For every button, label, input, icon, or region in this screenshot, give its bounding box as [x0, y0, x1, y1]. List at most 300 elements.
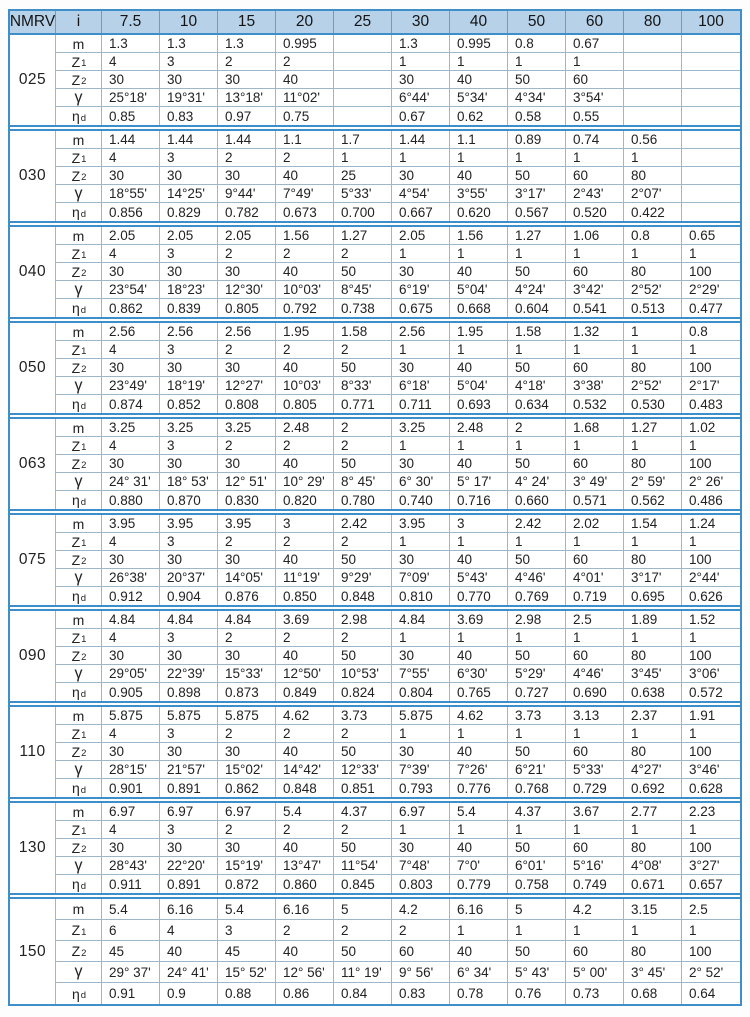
value-063-m-i50: 2	[508, 419, 566, 437]
value-130-z1-i7.5: 4	[102, 821, 160, 839]
value-130-m-i100: 2.23	[682, 803, 740, 821]
value-090-gamma-i30: 7°55'	[392, 665, 450, 683]
value-090-eta-i50: 0.727	[508, 683, 566, 701]
value-150-m-i7.5: 5.4	[102, 899, 160, 920]
value-110-z2-i25: 50	[334, 743, 392, 761]
value-063-m-i15: 3.25	[218, 419, 276, 437]
model-group-130	[10, 803, 740, 893]
value-150-gamma-i30: 9° 56'	[392, 962, 450, 983]
value-050-z2-i30: 30	[392, 359, 450, 377]
value-110-z1-i30: 1	[392, 725, 450, 743]
value-063-z2-i15: 30	[218, 455, 276, 473]
value-090-z1-i20: 2	[276, 629, 334, 647]
value-025-gamma-i10: 19°31'	[160, 89, 218, 107]
row-label-gamma: γ	[56, 89, 102, 107]
value-150-z2-i80: 80	[624, 941, 682, 962]
value-130-m-i30: 6.97	[392, 803, 450, 821]
value-063-gamma-i100: 2° 26'	[682, 473, 740, 491]
value-110-m-i15: 5.875	[218, 707, 276, 725]
model-group-050	[10, 323, 740, 413]
model-number: 040	[10, 227, 56, 317]
value-090-gamma-i20: 12°50'	[276, 665, 334, 683]
value-090-eta-i100: 0.572	[689, 684, 723, 700]
value-063-z1-i15: 2	[218, 437, 276, 455]
value-050-eta-i50: 0.634	[508, 395, 566, 413]
value-150-m-i10: 6.16	[160, 899, 218, 920]
header-ratio-80: 80	[624, 11, 682, 33]
value-025-m-i20: 0.995	[276, 35, 334, 53]
value-025-z1-i30: 1	[392, 53, 450, 71]
value-110-gamma-i80: 4°27'	[624, 761, 682, 779]
value-130-eta-i100: 0.657	[689, 876, 723, 892]
value-030-z1-i50: 1	[508, 149, 566, 167]
value-025-z2-i30: 30	[392, 71, 450, 89]
value-050-z2-i40: 40	[450, 359, 508, 377]
value-150-z1-i60: 1	[566, 920, 624, 941]
value-090-z1-i10: 3	[160, 629, 218, 647]
model-number: 090	[10, 611, 56, 701]
value-025-gamma-i15: 13°18'	[218, 89, 276, 107]
value-025-z1-i20: 2	[276, 53, 334, 71]
model-number: 150	[10, 899, 56, 1004]
value-150-eta-i20: 0.86	[276, 983, 334, 1004]
value-075-z1-i10: 3	[160, 533, 218, 551]
value-075-z2-i50: 50	[508, 551, 566, 569]
value-090-eta-i30: 0.804	[392, 683, 450, 701]
value-050-z1-i15: 2	[218, 341, 276, 359]
model-number: 130	[10, 803, 56, 893]
row-label-eta: η $_d$	[56, 299, 102, 317]
value-150-eta-i80: 0.68	[624, 983, 682, 1004]
model-group-110	[10, 707, 740, 797]
value-130-z1-i10: 3	[160, 821, 218, 839]
value-110-gamma-i25: 12°33'	[334, 761, 392, 779]
value-150-eta-i15: 0.88	[218, 983, 276, 1004]
row-label-z1: Z $_1$	[56, 437, 102, 455]
value-090-eta-i80: 0.638	[624, 683, 682, 701]
value-150-eta-i60: 0.73	[566, 983, 624, 1004]
row-label-eta: η $_d$	[56, 203, 102, 221]
value-025-gamma-i60: 3°54'	[566, 89, 624, 107]
model-group-063	[10, 419, 740, 509]
row-label-z1: Z $_1$	[56, 341, 102, 359]
value-025-gamma-i50: 4°34'	[508, 89, 566, 107]
value-110-gamma-i15: 15°02'	[218, 761, 276, 779]
value-063-eta-i30: 0.740	[392, 491, 450, 509]
value-090-gamma-i50: 5°29'	[508, 665, 566, 683]
value-130-gamma-i20: 13°47'	[276, 857, 334, 875]
value-025-m-i80	[624, 35, 682, 53]
value-050-gamma-i40: 5°04'	[450, 377, 508, 395]
value-063-z2-i40: 40	[450, 455, 508, 473]
value-130-m-i40: 5.4	[450, 803, 508, 821]
value-090-z2-i20: 40	[276, 647, 334, 665]
row-label-m: m	[56, 323, 102, 341]
value-110-z1-i25: 2	[334, 725, 392, 743]
value-075-m-i80: 1.54	[624, 515, 682, 533]
value-025-z1-i50: 1	[508, 53, 566, 71]
value-040-gamma-i30: 6°19'	[392, 281, 450, 299]
value-110-eta-i25: 0.851	[334, 779, 392, 797]
value-150-eta-i50: 0.76	[508, 983, 566, 1004]
value-040-eta-i15: 0.805	[218, 299, 276, 317]
value-040-eta-i10: 0.839	[160, 299, 218, 317]
value-030-gamma-i80: 2°07'	[624, 185, 682, 203]
value-063-eta-i40: 0.716	[450, 491, 508, 509]
value-030-z1-i7.5: 4	[102, 149, 160, 167]
value-075-z2-i100: 100	[682, 551, 740, 569]
table-header-row	[10, 11, 740, 35]
value-150-gamma-i10: 24° 41'	[160, 962, 218, 983]
value-130-gamma-i7.5: 28°43'	[102, 857, 160, 875]
value-075-z2-i80: 80	[624, 551, 682, 569]
value-150-z2-i25: 50	[334, 941, 392, 962]
value-075-z1-i40: 1	[450, 533, 508, 551]
value-063-gamma-i10: 18° 53'	[160, 473, 218, 491]
value-150-eta-i10: 0.9	[160, 983, 218, 1004]
value-110-m-i30: 5.875	[392, 707, 450, 725]
value-040-gamma-i10: 18°23'	[160, 281, 218, 299]
value-075-eta-i15: 0.876	[218, 587, 276, 605]
row-label-m: m	[56, 419, 102, 437]
value-110-eta-i50: 0.768	[508, 779, 566, 797]
value-040-z2-i7.5: 30	[102, 263, 160, 281]
row-label-eta: η $_d$	[56, 779, 102, 797]
value-063-gamma-i50: 4° 24'	[508, 473, 566, 491]
value-050-eta-i10: 0.852	[160, 395, 218, 413]
row-label-eta: η $_d$	[56, 491, 102, 509]
value-075-m-i7.5: 3.95	[102, 515, 160, 533]
value-090-m-i80: 1.89	[624, 611, 682, 629]
value-130-m-i60: 3.67	[566, 803, 624, 821]
value-063-m-i30: 3.25	[392, 419, 450, 437]
row-label-m: m	[56, 131, 102, 149]
value-050-m-i50: 1.58	[508, 323, 566, 341]
value-075-z2-i10: 30	[160, 551, 218, 569]
value-050-z1-i30: 1	[392, 341, 450, 359]
value-050-gamma-i50: 4°18'	[508, 377, 566, 395]
value-025-z2-i20: 40	[276, 71, 334, 89]
row-label-z1: Z $_1$	[56, 149, 102, 167]
value-030-z2-i60: 60	[566, 167, 624, 185]
value-063-m-i80: 1.27	[624, 419, 682, 437]
value-040-eta-i25: 0.738	[334, 299, 392, 317]
value-030-gamma-i10: 14°25'	[160, 185, 218, 203]
row-label-m: m	[56, 515, 102, 533]
value-040-m-i10: 2.05	[160, 227, 218, 245]
header-ratio-20: 20	[276, 11, 334, 33]
value-090-eta-i10: 0.898	[160, 683, 218, 701]
value-040-m-i80: 0.8	[624, 227, 682, 245]
value-040-gamma-i50: 4°24'	[508, 281, 566, 299]
row-label-gamma: γ	[56, 665, 102, 683]
value-110-m-i25: 3.73	[334, 707, 392, 725]
value-150-m-i50: 5	[508, 899, 566, 920]
value-050-z2-i20: 40	[276, 359, 334, 377]
value-025-eta-i100	[682, 107, 740, 125]
value-050-m-i60: 1.32	[566, 323, 624, 341]
value-050-gamma-i80: 2°52'	[624, 377, 682, 395]
value-090-gamma-i25: 10°53'	[334, 665, 392, 683]
value-025-eta-i25	[334, 107, 392, 125]
value-110-z1-i15: 2	[218, 725, 276, 743]
value-030-z1-i60: 1	[566, 149, 624, 167]
value-063-z1-i30: 1	[392, 437, 450, 455]
value-110-m-i40: 4.62	[450, 707, 508, 725]
model-group-040	[10, 227, 740, 317]
value-030-z2-i10: 30	[160, 167, 218, 185]
value-075-eta-i7.5: 0.912	[102, 587, 160, 605]
value-025-z1-i15: 2	[218, 53, 276, 71]
value-040-m-i40: 1.56	[450, 227, 508, 245]
value-030-gamma-i20: 7°49'	[276, 185, 334, 203]
value-025-z2-i10: 30	[160, 71, 218, 89]
value-130-z2-i30: 30	[392, 839, 450, 857]
value-075-eta-i40: 0.770	[450, 587, 508, 605]
value-040-eta-i30: 0.675	[392, 299, 450, 317]
value-030-z2-i50: 50	[508, 167, 566, 185]
value-110-z2-i100: 100	[682, 743, 740, 761]
row-label-z2: Z $_2$	[56, 551, 102, 569]
model-group-150	[10, 899, 740, 1004]
value-090-z1-i7.5: 4	[102, 629, 160, 647]
value-025-z2-i100	[682, 71, 740, 89]
header-ratio-60: 60	[566, 11, 624, 33]
value-063-eta-i25: 0.780	[334, 491, 392, 509]
value-040-z2-i20: 40	[276, 263, 334, 281]
value-130-m-i15: 6.97	[218, 803, 276, 821]
value-063-gamma-i80: 2° 59'	[624, 473, 682, 491]
value-063-z1-i100: 1	[682, 437, 740, 455]
value-150-m-i80: 3.15	[624, 899, 682, 920]
value-090-gamma-i80: 3°45'	[624, 665, 682, 683]
value-130-gamma-i50: 6°01'	[508, 857, 566, 875]
value-030-eta-i15: 0.782	[218, 203, 276, 221]
value-030-eta-i100	[682, 203, 740, 221]
value-110-eta-i80: 0.692	[624, 779, 682, 797]
value-063-z1-i80: 1	[624, 437, 682, 455]
value-063-z2-i80: 80	[624, 455, 682, 473]
value-150-z2-i100: 100	[682, 941, 740, 962]
value-063-z1-i7.5: 4	[102, 437, 160, 455]
value-150-z2-i20: 40	[276, 941, 334, 962]
value-030-z2-i25: 25	[334, 167, 392, 185]
value-130-z2-i15: 30	[218, 839, 276, 857]
value-030-z1-i15: 2	[218, 149, 276, 167]
value-050-z1-i25: 2	[334, 341, 392, 359]
value-075-m-i25: 2.42	[334, 515, 392, 533]
value-110-z2-i10: 30	[160, 743, 218, 761]
row-label-eta: η $_d$	[56, 107, 102, 125]
value-025-z2-i50: 50	[508, 71, 566, 89]
value-130-m-i25: 4.37	[334, 803, 392, 821]
value-110-gamma-i20: 14°42'	[276, 761, 334, 779]
row-label-eta: η $_d$	[56, 395, 102, 413]
value-030-m-i60: 0.74	[566, 131, 624, 149]
value-130-eta-i10: 0.891	[160, 875, 218, 893]
value-025-z2-i40: 40	[450, 71, 508, 89]
value-030-eta-i25: 0.700	[334, 203, 392, 221]
value-050-m-i30: 2.56	[392, 323, 450, 341]
value-150-gamma-i60: 5° 00'	[566, 962, 624, 983]
value-025-z2-i25	[334, 71, 392, 89]
row-label-z1: Z $_1$	[56, 821, 102, 839]
value-025-m-i60: 0.67	[566, 35, 624, 53]
value-063-m-i20: 2.48	[276, 419, 334, 437]
value-075-eta-i50: 0.769	[508, 587, 566, 605]
value-110-eta-i30: 0.793	[392, 779, 450, 797]
value-050-gamma-i15: 12°27'	[218, 377, 276, 395]
value-050-z2-i80: 80	[624, 359, 682, 377]
value-040-m-i50: 1.27	[508, 227, 566, 245]
value-025-z2-i80	[624, 71, 682, 89]
value-030-m-i7.5: 1.44	[102, 131, 160, 149]
value-110-z1-i50: 1	[508, 725, 566, 743]
value-075-eta-i100: 0.626	[689, 588, 723, 604]
value-030-m-i15: 1.44	[218, 131, 276, 149]
value-075-gamma-i60: 4°01'	[566, 569, 624, 587]
value-130-m-i7.5: 6.97	[102, 803, 160, 821]
value-030-m-i10: 1.44	[160, 131, 218, 149]
value-130-gamma-i15: 15°19'	[218, 857, 276, 875]
value-130-m-i20: 5.4	[276, 803, 334, 821]
value-040-m-i20: 1.56	[276, 227, 334, 245]
value-090-z2-i30: 30	[392, 647, 450, 665]
value-090-z2-i100: 100	[682, 647, 740, 665]
value-110-z2-i50: 50	[508, 743, 566, 761]
model-number: 063	[10, 419, 56, 509]
value-150-m-i20: 6.16	[276, 899, 334, 920]
value-040-gamma-i60: 3°42'	[566, 281, 624, 299]
value-150-z2-i40: 40	[450, 941, 508, 962]
value-150-gamma-i80: 3° 45'	[624, 962, 682, 983]
value-150-z1-i30: 2	[392, 920, 450, 941]
value-030-gamma-i60: 2°43'	[566, 185, 624, 203]
value-050-eta-i100: 0.483	[689, 396, 723, 412]
value-030-z2-i40: 40	[450, 167, 508, 185]
value-110-z1-i40: 1	[450, 725, 508, 743]
value-025-m-i40: 0.995	[450, 35, 508, 53]
value-030-eta-i10: 0.829	[160, 203, 218, 221]
value-063-z1-i20: 2	[276, 437, 334, 455]
value-075-gamma-i7.5: 26°38'	[102, 569, 160, 587]
row-label-z1: Z $_1$	[56, 725, 102, 743]
value-090-m-i40: 3.69	[450, 611, 508, 629]
value-090-m-i20: 3.69	[276, 611, 334, 629]
value-130-z2-i25: 50	[334, 839, 392, 857]
value-025-eta-i30: 0.67	[392, 107, 450, 125]
row-label-m: m	[56, 35, 102, 53]
value-075-gamma-i15: 14°05'	[218, 569, 276, 587]
value-030-z2-i80: 80	[624, 167, 682, 185]
value-050-z2-i7.5: 30	[102, 359, 160, 377]
row-label-m: m	[56, 803, 102, 821]
value-050-m-i100: 0.8	[682, 323, 740, 341]
value-030-gamma-i15: 9°44'	[218, 185, 276, 203]
table-body	[10, 35, 740, 1004]
value-050-eta-i60: 0.532	[566, 395, 624, 413]
value-025-z1-i10: 3	[160, 53, 218, 71]
value-030-z2-i20: 40	[276, 167, 334, 185]
row-label-eta: η $_d$	[56, 875, 102, 893]
value-075-m-i50: 2.42	[508, 515, 566, 533]
value-130-m-i50: 4.37	[508, 803, 566, 821]
value-110-eta-i60: 0.729	[566, 779, 624, 797]
value-075-z1-i80: 1	[624, 533, 682, 551]
value-040-m-i15: 2.05	[218, 227, 276, 245]
value-150-z2-i7.5: 45	[102, 941, 160, 962]
value-150-z2-i60: 60	[566, 941, 624, 962]
value-075-eta-i80: 0.695	[624, 587, 682, 605]
value-025-z1-i60: 1	[566, 53, 624, 71]
value-030-eta-i40: 0.620	[450, 203, 508, 221]
row-label-z1: Z $_1$	[56, 533, 102, 551]
value-063-eta-i50: 0.660	[508, 491, 566, 509]
value-090-gamma-i15: 15°33'	[218, 665, 276, 683]
value-090-eta-i40: 0.765	[450, 683, 508, 701]
value-150-z1-i20: 2	[276, 920, 334, 941]
value-075-z1-i25: 2	[334, 533, 392, 551]
value-030-z1-i80: 1	[624, 149, 682, 167]
value-040-z2-i40: 40	[450, 263, 508, 281]
value-090-z2-i50: 50	[508, 647, 566, 665]
value-063-eta-i80: 0.562	[624, 491, 682, 509]
value-090-eta-i25: 0.824	[334, 683, 392, 701]
value-130-z1-i20: 2	[276, 821, 334, 839]
value-050-z2-i60: 60	[566, 359, 624, 377]
value-110-z2-i40: 40	[450, 743, 508, 761]
value-050-eta-i40: 0.693	[450, 395, 508, 413]
row-label-eta: η $_d$	[56, 587, 102, 605]
value-090-z2-i7.5: 30	[102, 647, 160, 665]
value-040-m-i7.5: 2.05	[102, 227, 160, 245]
value-050-z2-i100: 100	[682, 359, 740, 377]
value-150-z2-i15: 45	[218, 941, 276, 962]
value-050-gamma-i100: 2°17'	[682, 377, 740, 395]
header-ratio-30: 30	[392, 11, 450, 33]
value-090-gamma-i7.5: 29°05'	[102, 665, 160, 683]
value-130-z2-i50: 50	[508, 839, 566, 857]
value-030-gamma-i30: 4°54'	[392, 185, 450, 203]
value-130-eta-i20: 0.860	[276, 875, 334, 893]
value-130-eta-i60: 0.749	[566, 875, 624, 893]
value-110-m-i80: 2.37	[624, 707, 682, 725]
value-110-m-i10: 5.875	[160, 707, 218, 725]
value-090-gamma-i10: 22°39'	[160, 665, 218, 683]
value-150-eta-i25: 0.84	[334, 983, 392, 1004]
value-075-z2-i25: 50	[334, 551, 392, 569]
value-090-z2-i10: 30	[160, 647, 218, 665]
row-label-z2: Z $_2$	[56, 167, 102, 185]
value-063-z2-i50: 50	[508, 455, 566, 473]
value-130-z2-i10: 30	[160, 839, 218, 857]
value-050-m-i15: 2.56	[218, 323, 276, 341]
value-050-gamma-i7.5: 23°49'	[102, 377, 160, 395]
row-label-z2: Z $_2$	[56, 743, 102, 761]
value-150-gamma-i25: 11° 19'	[334, 962, 392, 983]
value-050-m-i80: 1	[624, 323, 682, 341]
value-110-gamma-i60: 5°33'	[566, 761, 624, 779]
row-label-gamma: γ	[56, 377, 102, 395]
value-075-gamma-i10: 20°37'	[160, 569, 218, 587]
value-090-m-i15: 4.84	[218, 611, 276, 629]
value-063-m-i7.5: 3.25	[102, 419, 160, 437]
value-063-m-i10: 3.25	[160, 419, 218, 437]
value-040-eta-i80: 0.513	[624, 299, 682, 317]
value-130-z1-i30: 1	[392, 821, 450, 839]
value-025-z1-i80	[624, 53, 682, 71]
value-075-eta-i25: 0.848	[334, 587, 392, 605]
